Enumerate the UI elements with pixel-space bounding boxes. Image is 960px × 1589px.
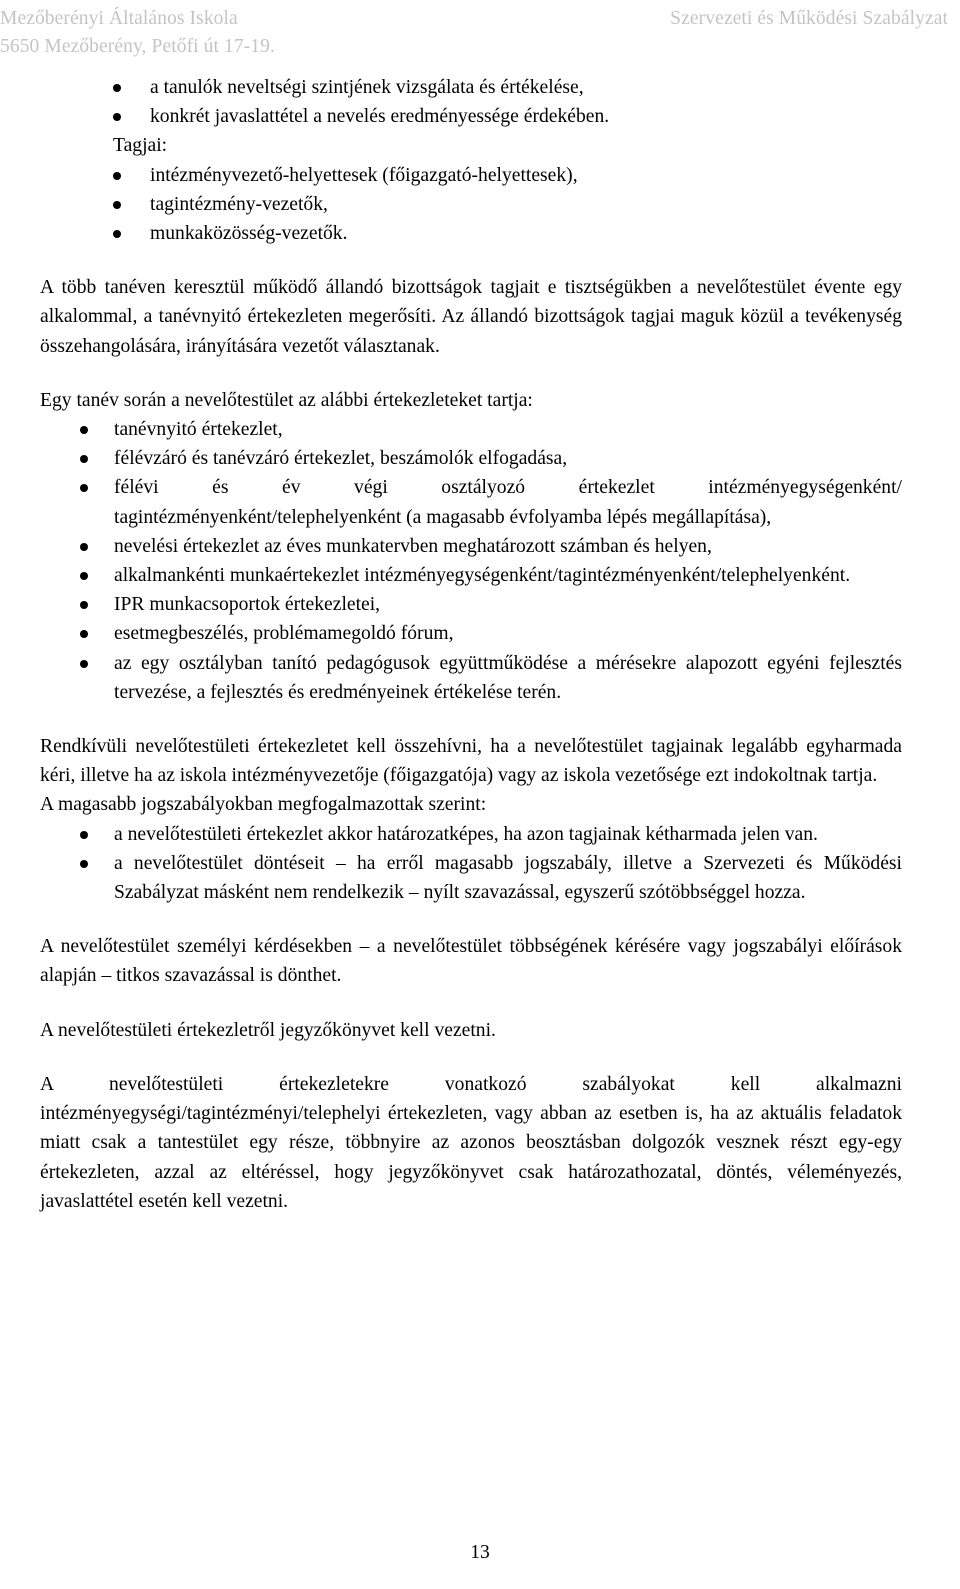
paragraph-minutes: A nevelőtestületi értekezletről jegyzőkönyvet kell vezetni. [40, 1019, 496, 1041]
bullet-icon [80, 484, 88, 492]
bullet-icon [80, 601, 88, 609]
paragraph-higher-regulations-intro: A magasabb jogszabályokban megfogalmazottak szerint: [40, 794, 487, 816]
list-item: a tanulók neveltségi szintjének vizsgálata és értékelése, [40, 73, 902, 102]
list-item: a nevelőtestület döntéseit – ha erről magasabb jogszabály, illetve a Szervezeti és Működési Szabályzat másként nem rendelkezik – nyílt szavazással, egyszerű szótöbbséggel hozza. [40, 849, 902, 907]
list-item: munkaközösség-vezetők. [40, 219, 902, 248]
meetings-list [40, 415, 902, 707]
paragraph-extraordinary-meeting: Rendkívüli nevelőtestületi értekezletet kell összehívni, ha a nevelőtestület tagjainak legalább egyharmada kéri, illetve ha az iskola intézményvezetője (főigazgatója) vagy az iskola vezetősége ezt indokoltnak tartja. [40, 736, 902, 787]
list-item: esetmegbeszélés, problémamegoldó fórum, [40, 619, 902, 648]
bullet-icon [80, 660, 88, 668]
bullet-icon [80, 426, 88, 434]
bullet-icon [80, 543, 88, 551]
bullet-icon [113, 113, 121, 121]
list-item: intézményvezető-helyettesek (főigazgató-helyettesek), [40, 161, 902, 190]
header-school-name: Mezőberényi Általános Iskola [0, 8, 238, 29]
bullet-icon [80, 630, 88, 638]
header-school-address: 5650 Mezőberény, Petőfi út 17-19. [0, 36, 275, 57]
bullet-icon [80, 860, 88, 868]
list-item: alkalmankénti munkaértekezlet intézményegységenként/tagintézményenként/telephelyenként. [40, 561, 902, 590]
quorum-rules-list [40, 820, 902, 908]
paragraph-meetings-intro: Egy tanév során a nevelőtestület az alábbi értekezleteket tartja: [40, 389, 533, 411]
page-number: 13 [470, 1542, 490, 1563]
bullet-icon [80, 455, 88, 463]
list-item: félévzáró és tanévzáró értekezlet, beszámolók elfogadása, [40, 444, 902, 473]
paragraph-rules-application: A nevelőtestületi értekezletekre vonatkozó szabályokat kell alkalmazni intézményegységi/tagintézményi/telephelyi értekezleten, vagy abban az esetben is, ha az aktuális feladatok miatt csak a tantestület egy része, többnyire az azonos beosztásban dolgozók vesznek részt egy-egy értekezleten, azzal az eltéréssel, hogy jegyzőkönyvet csak határozathozatal, döntés, véleményezés, javaslattétel esetén kell vezetni. [40, 1073, 902, 1212]
bullet-icon [80, 572, 88, 580]
document-body [40, 73, 902, 1216]
list-item: a nevelőtestületi értekezlet akkor határozatképes, ha azon tagjainak kétharmada jelen van. [40, 820, 902, 849]
bullet-icon [113, 201, 121, 209]
list-item: IPR munkacsoportok értekezletei, [40, 590, 902, 619]
bullet-icon [113, 84, 121, 92]
list-item: félévi és év végi osztályozó értekezlet intézményegységenként/ tagintézményenként/telephelyenként (a magasabb évfolyamba lépés megállapítása), [40, 473, 902, 531]
list-item: konkrét javaslattétel a nevelés eredményessége érdekében. [40, 102, 902, 131]
list-item: nevelési értekezlet az éves munkatervben meghatározott számban és helyen, [40, 532, 902, 561]
page-header-left [0, 5, 275, 61]
header-document-title: Szervezeti és Működési Szabályzat [670, 8, 948, 29]
list-item: az egy osztályban tanító pedagógusok együttműködése a mérésekre alapozott egyéni fejlesztés tervezése, a fejlesztés és eredményeinek értékelése terén. [40, 649, 902, 707]
paragraph-standing-committees: A több tanéven keresztül működő állandó bizottságok tagjait e tisztségükben a nevelőtestület évente egy alkalommal, a tanévnyitó értekezleten megerősíti. Az állandó bizottságok tagjai maguk közül a tevékenység összehangolására, irányítására vezetőt választanak. [40, 277, 902, 357]
committee-tasks-list [40, 73, 902, 131]
bullet-icon [113, 230, 121, 238]
bullet-icon [113, 172, 121, 180]
page-header-right [670, 5, 948, 33]
list-item: tanévnyitó értekezlet, [40, 415, 902, 444]
paragraph-personnel-matters: A nevelőtestület személyi kérdésekben – a nevelőtestület többségének kérésére vagy jogszabályi előírások alapján – titkos szavazással is dönthet. [40, 936, 902, 987]
bullet-icon [80, 831, 88, 839]
members-label: Tagjai: [113, 135, 168, 157]
committee-members-list [40, 161, 902, 249]
list-item: tagintézmény-vezetők, [40, 190, 902, 219]
